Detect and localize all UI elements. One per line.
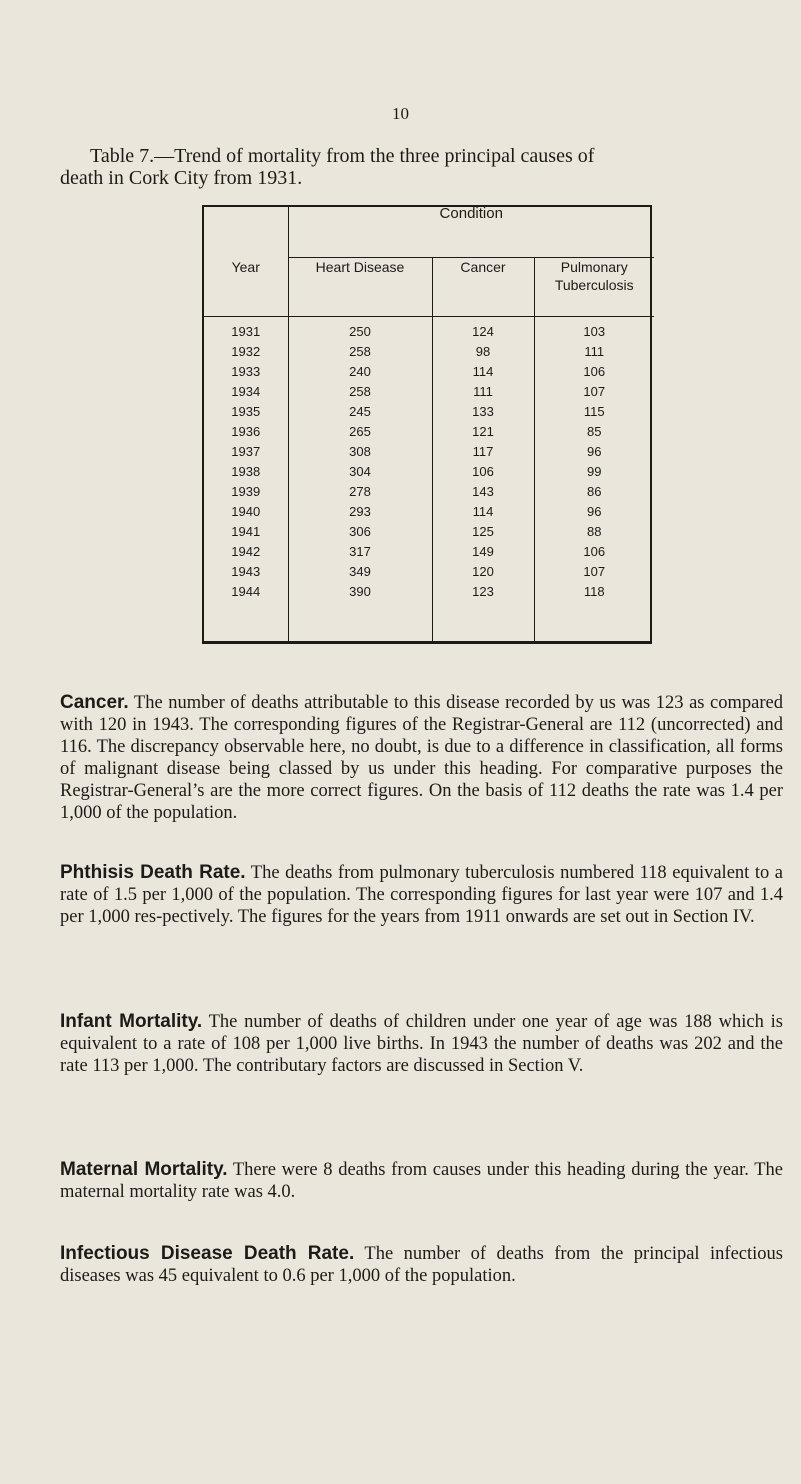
cancer-column-header: Cancer	[432, 258, 534, 317]
year-cell: 1931	[231, 324, 261, 339]
cancer-cell: 133	[472, 404, 494, 419]
cancer-cell: 143	[472, 484, 494, 499]
tuberculosis-cell: 106	[583, 364, 606, 379]
cancer-cell: 125	[472, 524, 494, 539]
year-cell: 1941	[231, 524, 261, 539]
heart-disease-cell: 349	[349, 564, 371, 579]
cancer-heading: Cancer.	[60, 692, 129, 713]
infant-mortality-paragraph	[60, 1011, 783, 1077]
heart-disease-cell: 258	[349, 384, 371, 399]
year-cell: 1932	[231, 344, 261, 359]
maternal-mortality-text: There were 8 deaths from causes under this heading during the year. The maternal mortality rate was 4.0.	[60, 1160, 783, 1202]
pulmonary-tb-column-header	[534, 258, 654, 317]
heart-disease-cell: 308	[349, 444, 371, 459]
heart-disease-cell: 278	[349, 484, 371, 499]
heart-disease-cell: 265	[349, 424, 371, 439]
year-cell: 1944	[231, 584, 261, 599]
tuberculosis-cell: 107	[583, 564, 606, 579]
mortality-table	[202, 205, 652, 644]
heart-disease-cell: 258	[349, 344, 371, 359]
heart-disease-cell: 293	[349, 504, 371, 519]
infant-mortality-heading: Infant Mortality.	[60, 1011, 203, 1032]
heart-disease-cell: 245	[349, 404, 371, 419]
cancer-cell: 117	[472, 444, 494, 459]
tuberculosis-label: Tuberculosis	[554, 277, 634, 293]
tuberculosis-cell: 85	[587, 424, 602, 439]
year-column-header: Year	[204, 258, 288, 317]
heart-disease-cell: 250	[349, 324, 371, 339]
phthisis-heading: Phthisis Death Rate.	[60, 862, 246, 883]
heart-disease-cell: 306	[349, 524, 371, 539]
year-cell: 1936	[231, 424, 261, 439]
cancer-cell: 120	[472, 564, 494, 579]
maternal-mortality-paragraph	[60, 1159, 783, 1203]
infant-mortality-text: The number of deaths of children under one year of age was 188 which is equivalent to a rate of 108 per 1,000 live births. In 1943 the number of deaths was 202 and the rate 113 per 1,000. The contributary factors are discussed in Section V.	[60, 1012, 783, 1076]
cancer-cell: 98	[475, 344, 491, 359]
maternal-mortality-heading: Maternal Mortality.	[60, 1159, 228, 1180]
cancer-text: The number of deaths attributable to this disease recorded by us was 123 as compared with 120 in 1943. The corresponding figures of the Registrar-General are 112 (uncorrected) and 116. The discrepancy observable here, no doubt, is due to a difference in classification, all forms of malignant disease being classed by us under this heading. For comparative purposes the Registrar-General’s are the more correct figures. On the basis of 112 deaths the rate was 1.4 per 1,000 of the population.	[60, 693, 783, 823]
phthisis-paragraph	[60, 862, 783, 928]
tuberculosis-cell: 96	[587, 504, 602, 519]
heart-disease-column	[288, 317, 432, 642]
year-cell: 1937	[231, 444, 261, 459]
blank-header-cell	[204, 207, 288, 258]
infectious-disease-heading: Infectious Disease Death Rate.	[60, 1243, 355, 1264]
heart-disease-cell: 317	[349, 544, 371, 559]
tuberculosis-cell: 96	[587, 444, 602, 459]
tuberculosis-cell: 88	[587, 524, 602, 539]
year-column	[204, 317, 288, 642]
tuberculosis-cell: 107	[583, 384, 606, 399]
tuberculosis-cell: 99	[587, 464, 602, 479]
pulmonary-tuberculosis-column	[534, 317, 654, 642]
year-cell: 1935	[231, 404, 261, 419]
year-cell: 1939	[231, 484, 261, 499]
cancer-cell: 124	[472, 324, 494, 339]
year-cell: 1933	[231, 364, 261, 379]
phthisis-text: The deaths from pulmonary tuberculosis numbered 118 equivalent to a rate of 1.5 per 1,000 of the population. The corresponding figures for last year were 107 and 1.4 per 1,000 res-pectively. The figures for the years from 1911 onwards are set out in Section IV.	[60, 863, 783, 927]
infectious-disease-text: The number of deaths from the principal infectious diseases was 45 equivalent to 0.6 per 1,000 of the population.	[60, 1244, 783, 1286]
tuberculosis-cell: 86	[587, 484, 602, 499]
page-number: 10	[392, 104, 409, 123]
tuberculosis-cell: 103	[583, 324, 606, 339]
tuberculosis-cell: 115	[583, 404, 605, 419]
cancer-paragraph	[60, 692, 783, 824]
year-cell: 1934	[231, 384, 261, 399]
condition-header: Condition	[288, 207, 654, 258]
tuberculosis-cell: 106	[583, 544, 606, 559]
year-cell: 1943	[231, 564, 261, 579]
year-cell: 1940	[231, 504, 261, 519]
cancer-cell: 121	[472, 424, 494, 439]
cancer-cell: 114	[472, 364, 494, 379]
pulmonary-label: Pulmonary	[560, 259, 628, 275]
cancer-cell: 149	[472, 544, 494, 559]
cancer-cell: 111	[473, 384, 493, 399]
caption-line-2: death in Cork City from 1931.	[60, 167, 303, 189]
heart-disease-cell: 240	[349, 364, 371, 379]
cancer-column	[432, 317, 534, 642]
cancer-cell: 123	[472, 584, 494, 599]
infectious-disease-paragraph	[60, 1243, 783, 1287]
tuberculosis-cell: 118	[583, 584, 605, 599]
caption-line-1: Table 7.—Trend of mortality from the three principal causes of	[90, 145, 595, 167]
heart-disease-cell: 390	[349, 584, 371, 599]
cancer-cell: 114	[472, 504, 494, 519]
cancer-cell: 106	[472, 464, 494, 479]
year-cell: 1938	[231, 464, 261, 479]
heart-disease-cell: 304	[349, 464, 371, 479]
tuberculosis-cell: 111	[584, 344, 605, 359]
year-cell: 1942	[231, 544, 261, 559]
heart-disease-column-header: Heart Disease	[288, 258, 432, 317]
table-caption	[60, 145, 780, 189]
